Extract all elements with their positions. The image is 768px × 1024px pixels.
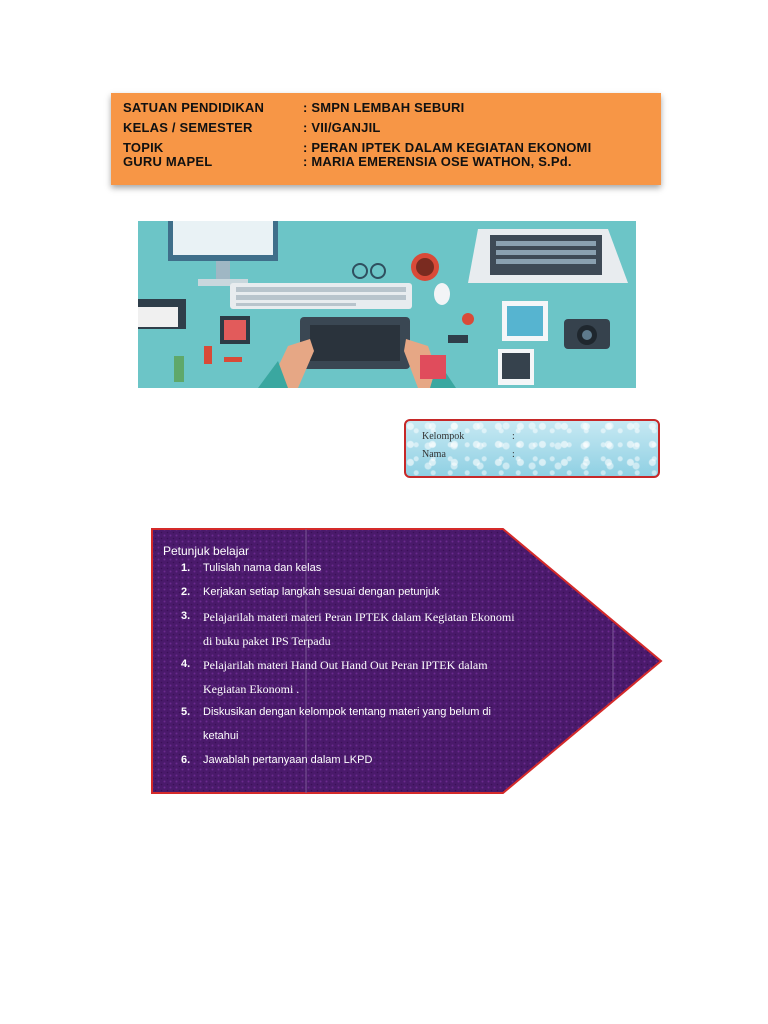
tech-desk-illustration xyxy=(138,221,636,388)
coffee-cup-icon xyxy=(411,253,439,281)
instructions-title: Petunjuk belajar xyxy=(163,544,250,558)
group-info-box xyxy=(404,419,660,478)
eraser-icon xyxy=(462,313,474,325)
colon: : xyxy=(512,431,515,442)
header-value: : MARIA EMERENSIA OSE WATHON, S.Pd. xyxy=(303,154,572,169)
nama-label: Nama xyxy=(422,449,446,460)
header-label: KELAS / SEMESTER xyxy=(123,120,253,135)
identity-header xyxy=(111,93,661,185)
usb-icon xyxy=(448,335,468,343)
instructions-panel: Petunjuk belajar 1. Tulislah nama dan kelas 2. Kerjakan setiap langkah sesuai dengan petunjuk 3. Pelajarilah materi materi Peran IPTEK dalam Kegiatan Ekonomi di buku paket IPS Terpadu 4. Pelajarilah materi Hand Out Hand Out Peran IPTEK dalam Kegiatan Ekonomi . 5. Diskusikan dengan kelompok tentang materi yang belum di ketahui 6. Jawablah pertanyaan dalam LKPD xyxy=(151,528,663,794)
smartphone-icon xyxy=(220,316,250,344)
phone-small-icon xyxy=(498,349,534,385)
notebook-icon xyxy=(138,299,186,329)
nama-row xyxy=(422,449,515,460)
mouse-icon xyxy=(434,283,450,305)
camera-icon xyxy=(564,319,610,349)
header-label: TOPIK xyxy=(123,140,164,155)
header-value: : PERAN IPTEK DALAM KEGIATAN EKONOMI xyxy=(303,140,592,155)
header-value: : SMPN LEMBAH SEBURI xyxy=(303,100,465,115)
colon: : xyxy=(512,449,515,460)
header-label: SATUAN PENDIDIKAN xyxy=(123,100,265,115)
laptop-icon xyxy=(468,229,628,283)
kelompok-row xyxy=(422,431,515,442)
keyboard-icon xyxy=(230,283,412,309)
header-value: : VII/GANJIL xyxy=(303,120,381,135)
sticky-note-icon xyxy=(420,355,446,379)
tablet-device-icon xyxy=(502,301,548,341)
header-label: GURU MAPEL xyxy=(123,154,213,169)
kelompok-label: Kelompok xyxy=(422,431,465,442)
